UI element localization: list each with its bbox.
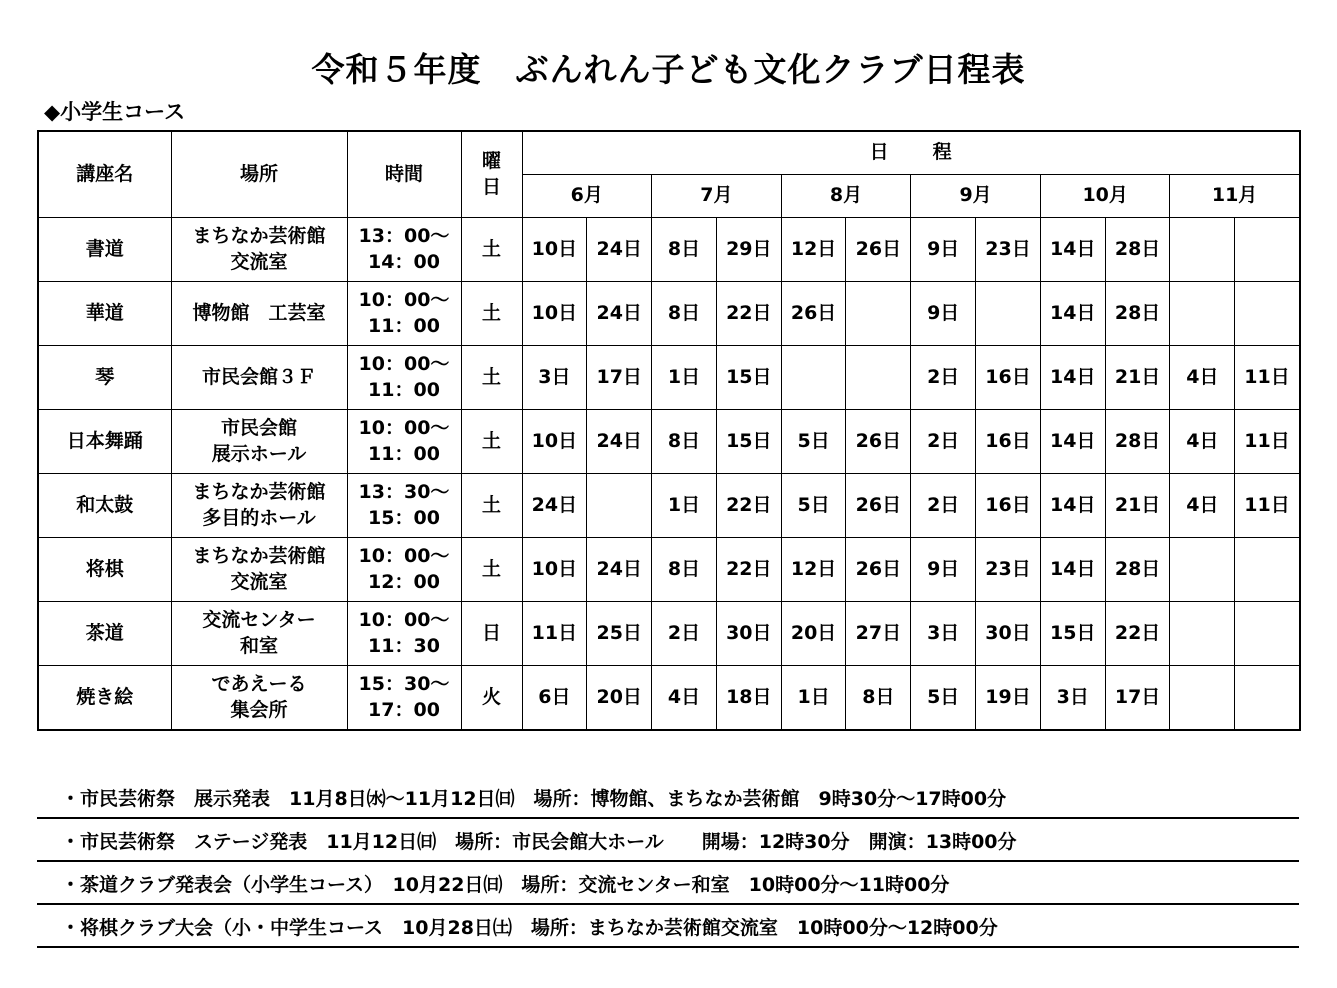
course-place: [171, 410, 347, 474]
date-cell: 8日: [652, 282, 717, 346]
course-place-line: 集会所: [230, 698, 288, 721]
date-cell: 8日: [846, 666, 911, 731]
date-cell: 21日: [1105, 474, 1170, 538]
course-time-line: 14：00: [368, 250, 440, 273]
header-course-name: 講座名: [38, 131, 171, 218]
course-place-line: まちなか芸術館: [192, 480, 326, 503]
course-place-line: 交流センター: [202, 608, 316, 631]
date-cell: 19日: [976, 666, 1041, 731]
date-cell: 5日: [911, 666, 976, 731]
table-row: [38, 666, 1300, 731]
date-cell: 26日: [846, 474, 911, 538]
course-time-line: 17：00: [368, 698, 440, 721]
course-time-line: 10：00～: [358, 544, 450, 567]
course-name: [38, 602, 171, 666]
course-place-line: 交流室: [230, 250, 288, 273]
date-cell: 24日: [587, 282, 652, 346]
course-time-line: 11：00: [368, 314, 440, 337]
month-header: 6月: [522, 175, 652, 218]
schedule-table: [37, 130, 1301, 731]
date-cell: [1235, 666, 1300, 731]
course-time-line: 12：00: [368, 570, 440, 593]
course-heading: ◆小学生コース: [44, 100, 186, 124]
course-time: [347, 410, 461, 474]
course-name: [38, 218, 171, 282]
date-cell: [846, 282, 911, 346]
date-cell: 2日: [911, 474, 976, 538]
course-name: [38, 666, 171, 731]
course-time: [347, 602, 461, 666]
date-cell: 14日: [1040, 538, 1105, 602]
date-cell: 22日: [716, 474, 781, 538]
course-place: [171, 218, 347, 282]
course-weekday: [461, 410, 522, 474]
date-cell: 5日: [781, 474, 846, 538]
date-cell: 4日: [1170, 346, 1235, 410]
date-cell: 4日: [1170, 410, 1235, 474]
course-weekday-line: 土: [481, 429, 501, 452]
course-name: [38, 474, 171, 538]
course-time-line: 11：30: [368, 634, 440, 657]
course-time: [347, 474, 461, 538]
date-cell: 9日: [911, 282, 976, 346]
date-cell: 6日: [522, 666, 587, 731]
course-weekday: [461, 282, 522, 346]
date-cell: 20日: [781, 602, 846, 666]
course-time: [347, 346, 461, 410]
course-weekday-line: 土: [481, 557, 501, 580]
date-cell: 26日: [846, 538, 911, 602]
course-name: [38, 282, 171, 346]
date-cell: 23日: [976, 538, 1041, 602]
table-row: [38, 410, 1300, 474]
course-name-line: 日本舞踊: [66, 429, 143, 452]
course-name-line: 和太鼓: [76, 493, 134, 516]
course-place-line: 市民会館: [220, 416, 297, 439]
table-row: [38, 538, 1300, 602]
date-cell: 24日: [587, 218, 652, 282]
course-time-line: 13：30～: [358, 480, 450, 503]
course-name: [38, 538, 171, 602]
course-place-line: まちなか芸術館: [192, 544, 326, 567]
header-weekday: [461, 131, 522, 218]
course-place-line: 博物館 工芸室: [192, 301, 326, 324]
month-header: 7月: [652, 175, 782, 218]
date-cell: 8日: [652, 218, 717, 282]
date-cell: 14日: [1040, 282, 1105, 346]
course-place: [171, 346, 347, 410]
date-cell: 30日: [716, 602, 781, 666]
course-time-line: 10：00～: [358, 352, 450, 375]
table-row: [38, 218, 1300, 282]
date-cell: 2日: [911, 410, 976, 474]
course-place: [171, 282, 347, 346]
event-note: ・市民芸術祭 ステージ発表 11月12日㈰ 場所：市民会館大ホール 開場：12時30分 開演：13時00分: [37, 821, 1299, 862]
date-cell: 10日: [522, 282, 587, 346]
date-cell: 18日: [716, 666, 781, 731]
header-place: 場所: [171, 131, 347, 218]
date-cell: 15日: [716, 410, 781, 474]
date-cell: 16日: [976, 474, 1041, 538]
course-time-line: 15：00: [368, 506, 440, 529]
date-cell: [1170, 218, 1235, 282]
date-cell: 24日: [587, 538, 652, 602]
course-place-line: 市民会館３Ｆ: [201, 365, 316, 388]
course-name-line: 書道: [85, 237, 124, 260]
date-cell: 15日: [1040, 602, 1105, 666]
date-cell: 22日: [1105, 602, 1170, 666]
date-cell: 22日: [716, 538, 781, 602]
date-cell: 16日: [976, 410, 1041, 474]
date-cell: 3日: [911, 602, 976, 666]
course-name-line: 焼き絵: [76, 685, 134, 708]
course-weekday: [461, 666, 522, 731]
course-name-line: 茶道: [85, 621, 124, 644]
month-header: 10月: [1040, 175, 1170, 218]
date-cell: 2日: [652, 602, 717, 666]
date-cell: 5日: [781, 410, 846, 474]
date-cell: 21日: [1105, 346, 1170, 410]
course-time-line: 10：00～: [358, 288, 450, 311]
date-cell: 9日: [911, 218, 976, 282]
date-cell: 3日: [1040, 666, 1105, 731]
course-name-line: 華道: [85, 301, 124, 324]
table-row: [38, 474, 1300, 538]
date-cell: 1日: [652, 346, 717, 410]
course-place: [171, 474, 347, 538]
date-cell: 17日: [587, 346, 652, 410]
date-cell: [1235, 282, 1300, 346]
date-cell: [1170, 602, 1235, 666]
event-note: ・市民芸術祭 展示発表 11月8日㈬～11月12日㈰ 場所：博物館、まちなか芸術館 9時30分～17時00分: [37, 778, 1299, 819]
date-cell: 2日: [911, 346, 976, 410]
header-schedule: [522, 131, 1300, 175]
date-cell: 8日: [652, 410, 717, 474]
header-weekday-line1: 曜: [481, 149, 501, 172]
date-cell: 1日: [781, 666, 846, 731]
date-cell: 8日: [652, 538, 717, 602]
date-cell: 1日: [652, 474, 717, 538]
date-cell: 26日: [846, 410, 911, 474]
date-cell: 10日: [522, 218, 587, 282]
date-cell: 28日: [1105, 282, 1170, 346]
date-cell: 26日: [781, 282, 846, 346]
date-cell: 11日: [1235, 410, 1300, 474]
date-cell: 14日: [1040, 218, 1105, 282]
table-row: [38, 346, 1300, 410]
date-cell: 11日: [522, 602, 587, 666]
date-cell: [587, 474, 652, 538]
course-time: [347, 218, 461, 282]
date-cell: 30日: [976, 602, 1041, 666]
date-cell: [1235, 602, 1300, 666]
date-cell: [1170, 666, 1235, 731]
course-name: [38, 346, 171, 410]
date-cell: 12日: [781, 218, 846, 282]
course-time: [347, 282, 461, 346]
date-cell: 3日: [522, 346, 587, 410]
date-cell: 11日: [1235, 474, 1300, 538]
date-cell: 12日: [781, 538, 846, 602]
date-cell: 20日: [587, 666, 652, 731]
date-cell: 28日: [1105, 218, 1170, 282]
course-time: [347, 538, 461, 602]
course-name: [38, 410, 171, 474]
month-header: 8月: [781, 175, 911, 218]
date-cell: 29日: [716, 218, 781, 282]
date-cell: 15日: [716, 346, 781, 410]
date-cell: 25日: [587, 602, 652, 666]
date-cell: [1170, 282, 1235, 346]
date-cell: 10日: [522, 410, 587, 474]
date-cell: [846, 346, 911, 410]
course-name-line: 将棋: [85, 557, 124, 580]
table-row: [38, 602, 1300, 666]
course-time: [347, 666, 461, 731]
date-cell: 28日: [1105, 410, 1170, 474]
date-cell: 10日: [522, 538, 587, 602]
header-time: 時間: [347, 131, 461, 218]
date-cell: 11日: [1235, 346, 1300, 410]
date-cell: [1170, 538, 1235, 602]
course-place-line: まちなか芸術館: [192, 224, 326, 247]
course-weekday-line: 日: [481, 621, 501, 644]
date-cell: 14日: [1040, 346, 1105, 410]
date-cell: 24日: [522, 474, 587, 538]
header-schedule-label: 日程: [869, 141, 996, 164]
course-time-line: 11：00: [368, 378, 440, 401]
table-row: [38, 282, 1300, 346]
month-header: 9月: [911, 175, 1041, 218]
course-place: [171, 666, 347, 731]
course-time-line: 13：00～: [358, 224, 450, 247]
date-cell: 14日: [1040, 410, 1105, 474]
date-cell: [1235, 218, 1300, 282]
course-weekday-line: 土: [481, 301, 501, 324]
date-cell: 22日: [716, 282, 781, 346]
date-cell: [976, 282, 1041, 346]
course-weekday-line: 土: [481, 365, 501, 388]
event-notes: [37, 778, 1299, 948]
date-cell: 4日: [1170, 474, 1235, 538]
date-cell: 9日: [911, 538, 976, 602]
course-weekday: [461, 218, 522, 282]
course-place-line: 和室: [239, 634, 278, 657]
course-weekday: [461, 538, 522, 602]
event-note: ・将棋クラブ大会（小・中学生コース 10月28日㈯ 場所：まちなか芸術館交流室 10時00分～12時00分: [37, 907, 1299, 948]
date-cell: 17日: [1105, 666, 1170, 731]
date-cell: [1235, 538, 1300, 602]
date-cell: [781, 346, 846, 410]
date-cell: 28日: [1105, 538, 1170, 602]
course-place: [171, 538, 347, 602]
course-place-line: であえーる: [211, 672, 307, 695]
month-header: 11月: [1170, 175, 1300, 218]
header-weekday-line2: 日: [481, 175, 501, 198]
course-name-line: 琴: [95, 365, 115, 388]
course-weekday: [461, 346, 522, 410]
course-weekday-line: 土: [481, 493, 501, 516]
course-place-line: 交流室: [230, 570, 288, 593]
date-cell: 26日: [846, 218, 911, 282]
course-time-line: 10：00～: [358, 608, 450, 631]
event-note: ・茶道クラブ発表会（小学生コース） 10月22日㈰ 場所：交流センター和室 10時00分～11時00分: [37, 864, 1299, 905]
course-weekday: [461, 602, 522, 666]
date-cell: 4日: [652, 666, 717, 731]
course-time-line: 10：00～: [358, 416, 450, 439]
page-title: 令和５年度 ぶんれん子ども文化クラブ日程表: [311, 50, 1026, 89]
course-time-line: 11：00: [368, 442, 440, 465]
course-place-line: 展示ホール: [211, 442, 307, 465]
course-place: [171, 602, 347, 666]
date-cell: 16日: [976, 346, 1041, 410]
course-weekday-line: 土: [481, 237, 501, 260]
date-cell: 27日: [846, 602, 911, 666]
course-weekday-line: 火: [481, 685, 501, 708]
course-weekday: [461, 474, 522, 538]
course-time-line: 15：30～: [358, 672, 450, 695]
date-cell: 23日: [976, 218, 1041, 282]
course-place-line: 多目的ホール: [202, 506, 316, 529]
date-cell: 14日: [1040, 474, 1105, 538]
date-cell: 24日: [587, 410, 652, 474]
